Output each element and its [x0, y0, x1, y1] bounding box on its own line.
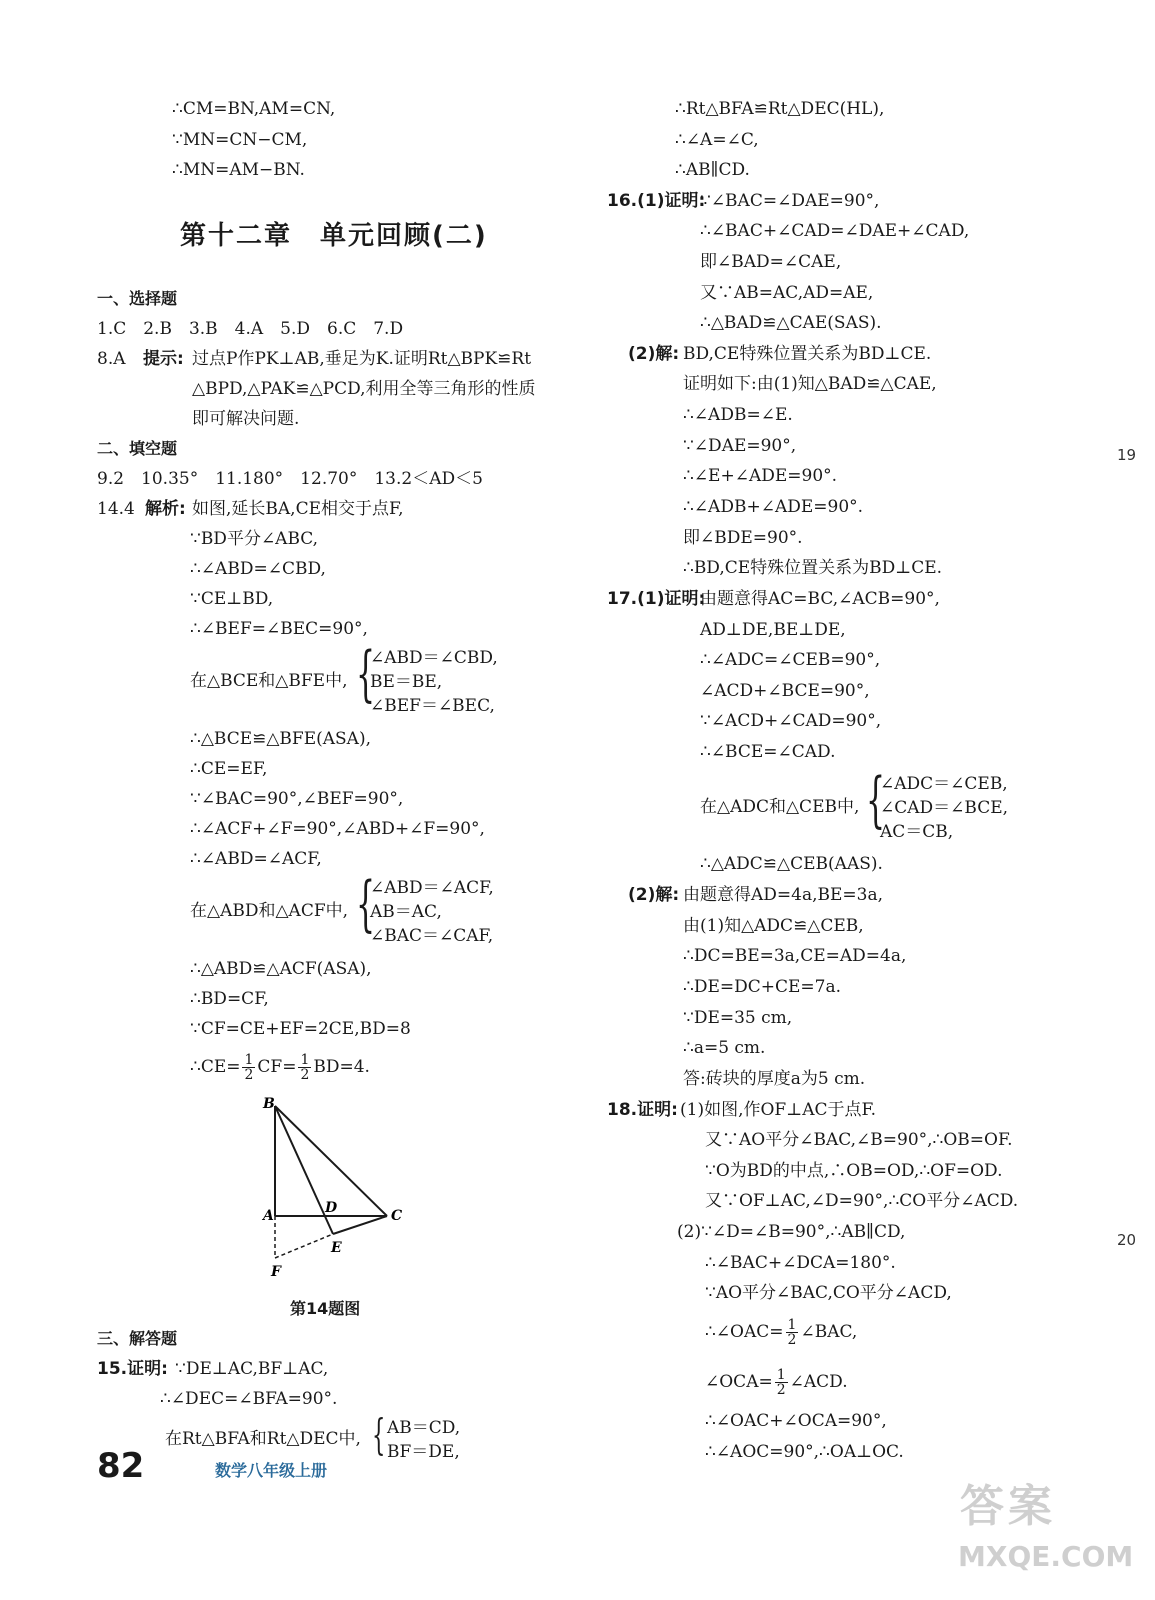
system-line: AB＝CD, [387, 1418, 461, 1438]
proof-line: ∵MN=CN−CM, [172, 130, 308, 150]
system-line: AB＝AC, [370, 902, 442, 922]
system-prefix: 在Rt△BFA和Rt△DEC中, [165, 1429, 361, 1449]
proof-line: 证明如下:由(1)知△BAD≌△CAE, [683, 374, 937, 394]
watermark-url: MXQE.COM [958, 1540, 1134, 1573]
proof-line: ∴△ADC≌△CEB(AAS). [700, 854, 883, 874]
proof-line: AD⊥DE,BE⊥DE, [700, 620, 846, 640]
proof-line: 答:砖块的厚度a为5 cm. [683, 1069, 866, 1089]
proof-line: ∵BD平分∠ABC, [190, 529, 319, 549]
fraction-half [786, 1318, 799, 1347]
fraction-half [298, 1053, 311, 1082]
edge-number: 20 [1117, 1231, 1137, 1249]
proof-line: ∴DC=BE=3a,CE=AD=4a, [683, 946, 907, 966]
answer-number: 14.4 [97, 499, 135, 519]
answer-number: 8.A [97, 349, 126, 369]
numerator: 1 [787, 1317, 797, 1333]
proof-line: 由题意得AC=BC,∠ACB=90°, [700, 589, 940, 609]
proof-line: ∴∠DEC=∠BFA=90°. [160, 1389, 338, 1409]
proof-line: ∴CE=EF, [190, 759, 268, 779]
proof-line: 又∵AB=AC,AD=AE, [700, 283, 874, 303]
proof-line: ∴∠E+∠ADE=90°. [683, 466, 838, 486]
system-line: ∠ADC＝∠CEB, [880, 774, 1008, 794]
text: CF= [257, 1057, 297, 1077]
proof-line: ∴∠ACF+∠F=90°,∠ABD+∠F=90°, [190, 819, 485, 839]
brace: { [356, 639, 376, 709]
proof-line: ∴CM=BN,AM=CN, [172, 99, 336, 119]
brace: { [356, 869, 376, 939]
hint-line: 即可解决问题. [192, 409, 300, 429]
system-line: ∠BEF＝∠BEC, [370, 696, 495, 716]
proof-line: 又∵AO平分∠BAC,∠B=90°,∴OB=OF. [705, 1130, 1013, 1150]
proof-line: ∴∠BEF=∠BEC=90°, [190, 619, 368, 639]
text: ∠BAC, [800, 1322, 858, 1342]
denominator: 2 [776, 1382, 786, 1398]
proof-line: ∴∠BCE=∠CAD. [700, 742, 836, 762]
edge-number: 19 [1117, 446, 1137, 464]
solution-tag: (2)解: [628, 344, 680, 364]
system-line: BE＝BE, [370, 672, 443, 692]
hint-line: △BPD,△PAK≌△PCD,利用全等三角形的性质 [192, 379, 536, 399]
system-line: BF＝DE, [387, 1442, 460, 1462]
proof-line: ∴∠BAC+∠DCA=180°. [705, 1253, 896, 1273]
answer-line: 1.C 2.B 3.B 4.A 5.D 6.C 7.D [97, 319, 404, 339]
proof-tag: 18.证明: [607, 1100, 678, 1120]
vertex-label-f: F [271, 1264, 281, 1280]
hint-tag: 提示: [143, 349, 184, 369]
proof-line: ∴BD=CF, [190, 989, 269, 1009]
figure-caption: 第14题图 [290, 1299, 361, 1318]
proof-line: ∴△BAD≌△CAE(SAS). [700, 313, 882, 333]
page-number: 82 [97, 1446, 145, 1486]
vertex-label-d: D [325, 1200, 338, 1216]
vertex-label-c: C [391, 1208, 403, 1224]
proof-line: 即∠BDE=90°. [683, 528, 803, 548]
brace: { [866, 765, 886, 835]
proof-line: ∴a=5 cm. [683, 1038, 766, 1058]
analysis-tag: 解析: [145, 499, 186, 519]
proof-line: ∴DE=DC+CE=7a. [683, 977, 841, 997]
proof-line: BD,CE特殊位置关系为BD⊥CE. [683, 344, 932, 364]
proof-line: ∵CF=CE+EF=2CE,BD=8 [190, 1019, 411, 1039]
section-heading: 三、解答题 [97, 1329, 178, 1348]
segment-ce [333, 1216, 387, 1234]
proof-tag: 17.(1)证明: [607, 589, 706, 609]
denominator: 2 [244, 1067, 254, 1083]
chapter-title: 第十二章 单元回顾(二) [180, 221, 488, 251]
proof-line: ∴△ABD≌△ACF(ASA), [190, 959, 372, 979]
book-title: 数学八年级上册 [215, 1461, 328, 1480]
proof-line: ∵CE⊥BD, [190, 589, 274, 609]
proof-line: ∴∠OAC+∠OCA=90°, [705, 1411, 887, 1431]
proof-line: ∴∠A=∠C, [675, 130, 759, 150]
vertex-label-e: E [331, 1240, 342, 1256]
proof-line: ∴∠AOC=90°,∴OA⊥OC. [705, 1442, 904, 1462]
section-heading: 二、填空题 [97, 439, 178, 458]
denominator: 2 [787, 1332, 797, 1348]
vertex-label-a: A [263, 1208, 274, 1224]
numerator: 1 [244, 1052, 254, 1068]
text: ∴∠OAC= [705, 1322, 784, 1342]
system-line: ∠CAD＝∠BCE, [880, 798, 1009, 818]
watermark-logo [930, 1470, 1140, 1590]
segment-fe-dashed [275, 1234, 333, 1258]
system-line: AC＝CB, [880, 822, 954, 842]
numerator: 1 [300, 1052, 310, 1068]
proof-line: ∵∠ACD+∠CAD=90°, [700, 711, 882, 731]
system-line: ∠ABD＝∠CBD, [370, 648, 498, 668]
proof-tag: 15.证明: [97, 1359, 168, 1379]
proof-line: 即∠BAD=∠CAE, [700, 252, 842, 272]
text: ∴CE= [190, 1057, 241, 1077]
proof-line: (2)∵∠D=∠B=90°,∴AB∥CD, [677, 1222, 906, 1242]
answer-line: 9.2 10.35° 11.180° 12.70° 13.2＜AD＜5 [97, 469, 483, 489]
proof-line: ∵DE⊥AC,BF⊥AC, [175, 1359, 329, 1379]
proof-line: 由(1)知△ADC≌△CEB, [683, 916, 864, 936]
proof-line: ∴∠ABD=∠CBD, [190, 559, 326, 579]
section-heading: 一、选择题 [97, 289, 178, 308]
proof-line: ∵∠DAE=90°, [683, 436, 797, 456]
fraction-half [775, 1368, 788, 1397]
proof-line-fraction [190, 1052, 370, 1082]
text: BD=4. [313, 1057, 370, 1077]
proof-line-fraction [705, 1366, 848, 1398]
proof-line: ∵DE=35 cm, [683, 1008, 793, 1028]
system-line: ∠BAC＝∠CAF, [370, 926, 494, 946]
numerator: 1 [776, 1367, 786, 1383]
triangle-figure [255, 1092, 415, 1282]
proof-line: ∵O为BD的中点,∴OB=OD,∴OF=OD. [705, 1161, 1003, 1181]
proof-line: ∴∠ADC=∠CEB=90°, [700, 650, 881, 670]
proof-line: ∴∠ADB=∠E. [683, 405, 793, 425]
denominator: 2 [300, 1067, 310, 1083]
proof-line: ∴Rt△BFA≌Rt△DEC(HL), [675, 99, 885, 119]
proof-line: ∴∠BAC+∠CAD=∠DAE+∠CAD, [700, 221, 970, 241]
text: ∠OCA= [705, 1372, 773, 1392]
system-prefix: 在△ABD和△ACF中, [190, 901, 349, 921]
proof-line: ∵∠BAC=90°,∠BEF=90°, [190, 789, 404, 809]
proof-line: (1)如图,作OF⊥AC于点F. [680, 1100, 877, 1120]
proof-line: ∴∠ADB+∠ADE=90°. [683, 497, 864, 517]
proof-line: ∴∠ABD=∠ACF, [190, 849, 322, 869]
solution-tag: (2)解: [628, 885, 680, 905]
proof-line: 如图,延长BA,CE相交于点F, [192, 499, 404, 519]
brace: { [372, 1410, 386, 1459]
vertex-label-b: B [263, 1096, 275, 1112]
proof-line: ∵AO平分∠BAC,CO平分∠ACD, [705, 1283, 952, 1303]
proof-line: ∠ACD+∠BCE=90°, [700, 681, 870, 701]
proof-line: ∴BD,CE特殊位置关系为BD⊥CE. [683, 558, 943, 578]
hint-line: 过点P作PK⊥AB,垂足为K.证明Rt△BPK≌Rt [192, 349, 532, 369]
system-line: ∠ABD＝∠ACF, [370, 878, 494, 898]
system-prefix: 在△ADC和△CEB中, [700, 797, 860, 817]
proof-line: ∵∠BAC=∠DAE=90°, [700, 191, 880, 211]
proof-tag: 16.(1)证明: [607, 191, 706, 211]
text: ∠ACD. [789, 1372, 848, 1392]
proof-line: 又∵OF⊥AC,∠D=90°,∴CO平分∠ACD. [705, 1191, 1019, 1211]
proof-line: ∴AB∥CD. [675, 160, 750, 180]
proof-line: 由题意得AD=4a,BE=3a, [683, 885, 884, 905]
fraction-half [242, 1053, 255, 1082]
system-prefix: 在△BCE和△BFE中, [190, 671, 348, 691]
proof-line-fraction [705, 1316, 857, 1348]
watermark-text: 答案 [960, 1481, 1056, 1532]
proof-line: ∴MN=AM−BN. [172, 160, 305, 180]
proof-line: ∴△BCE≌△BFE(ASA), [190, 729, 371, 749]
